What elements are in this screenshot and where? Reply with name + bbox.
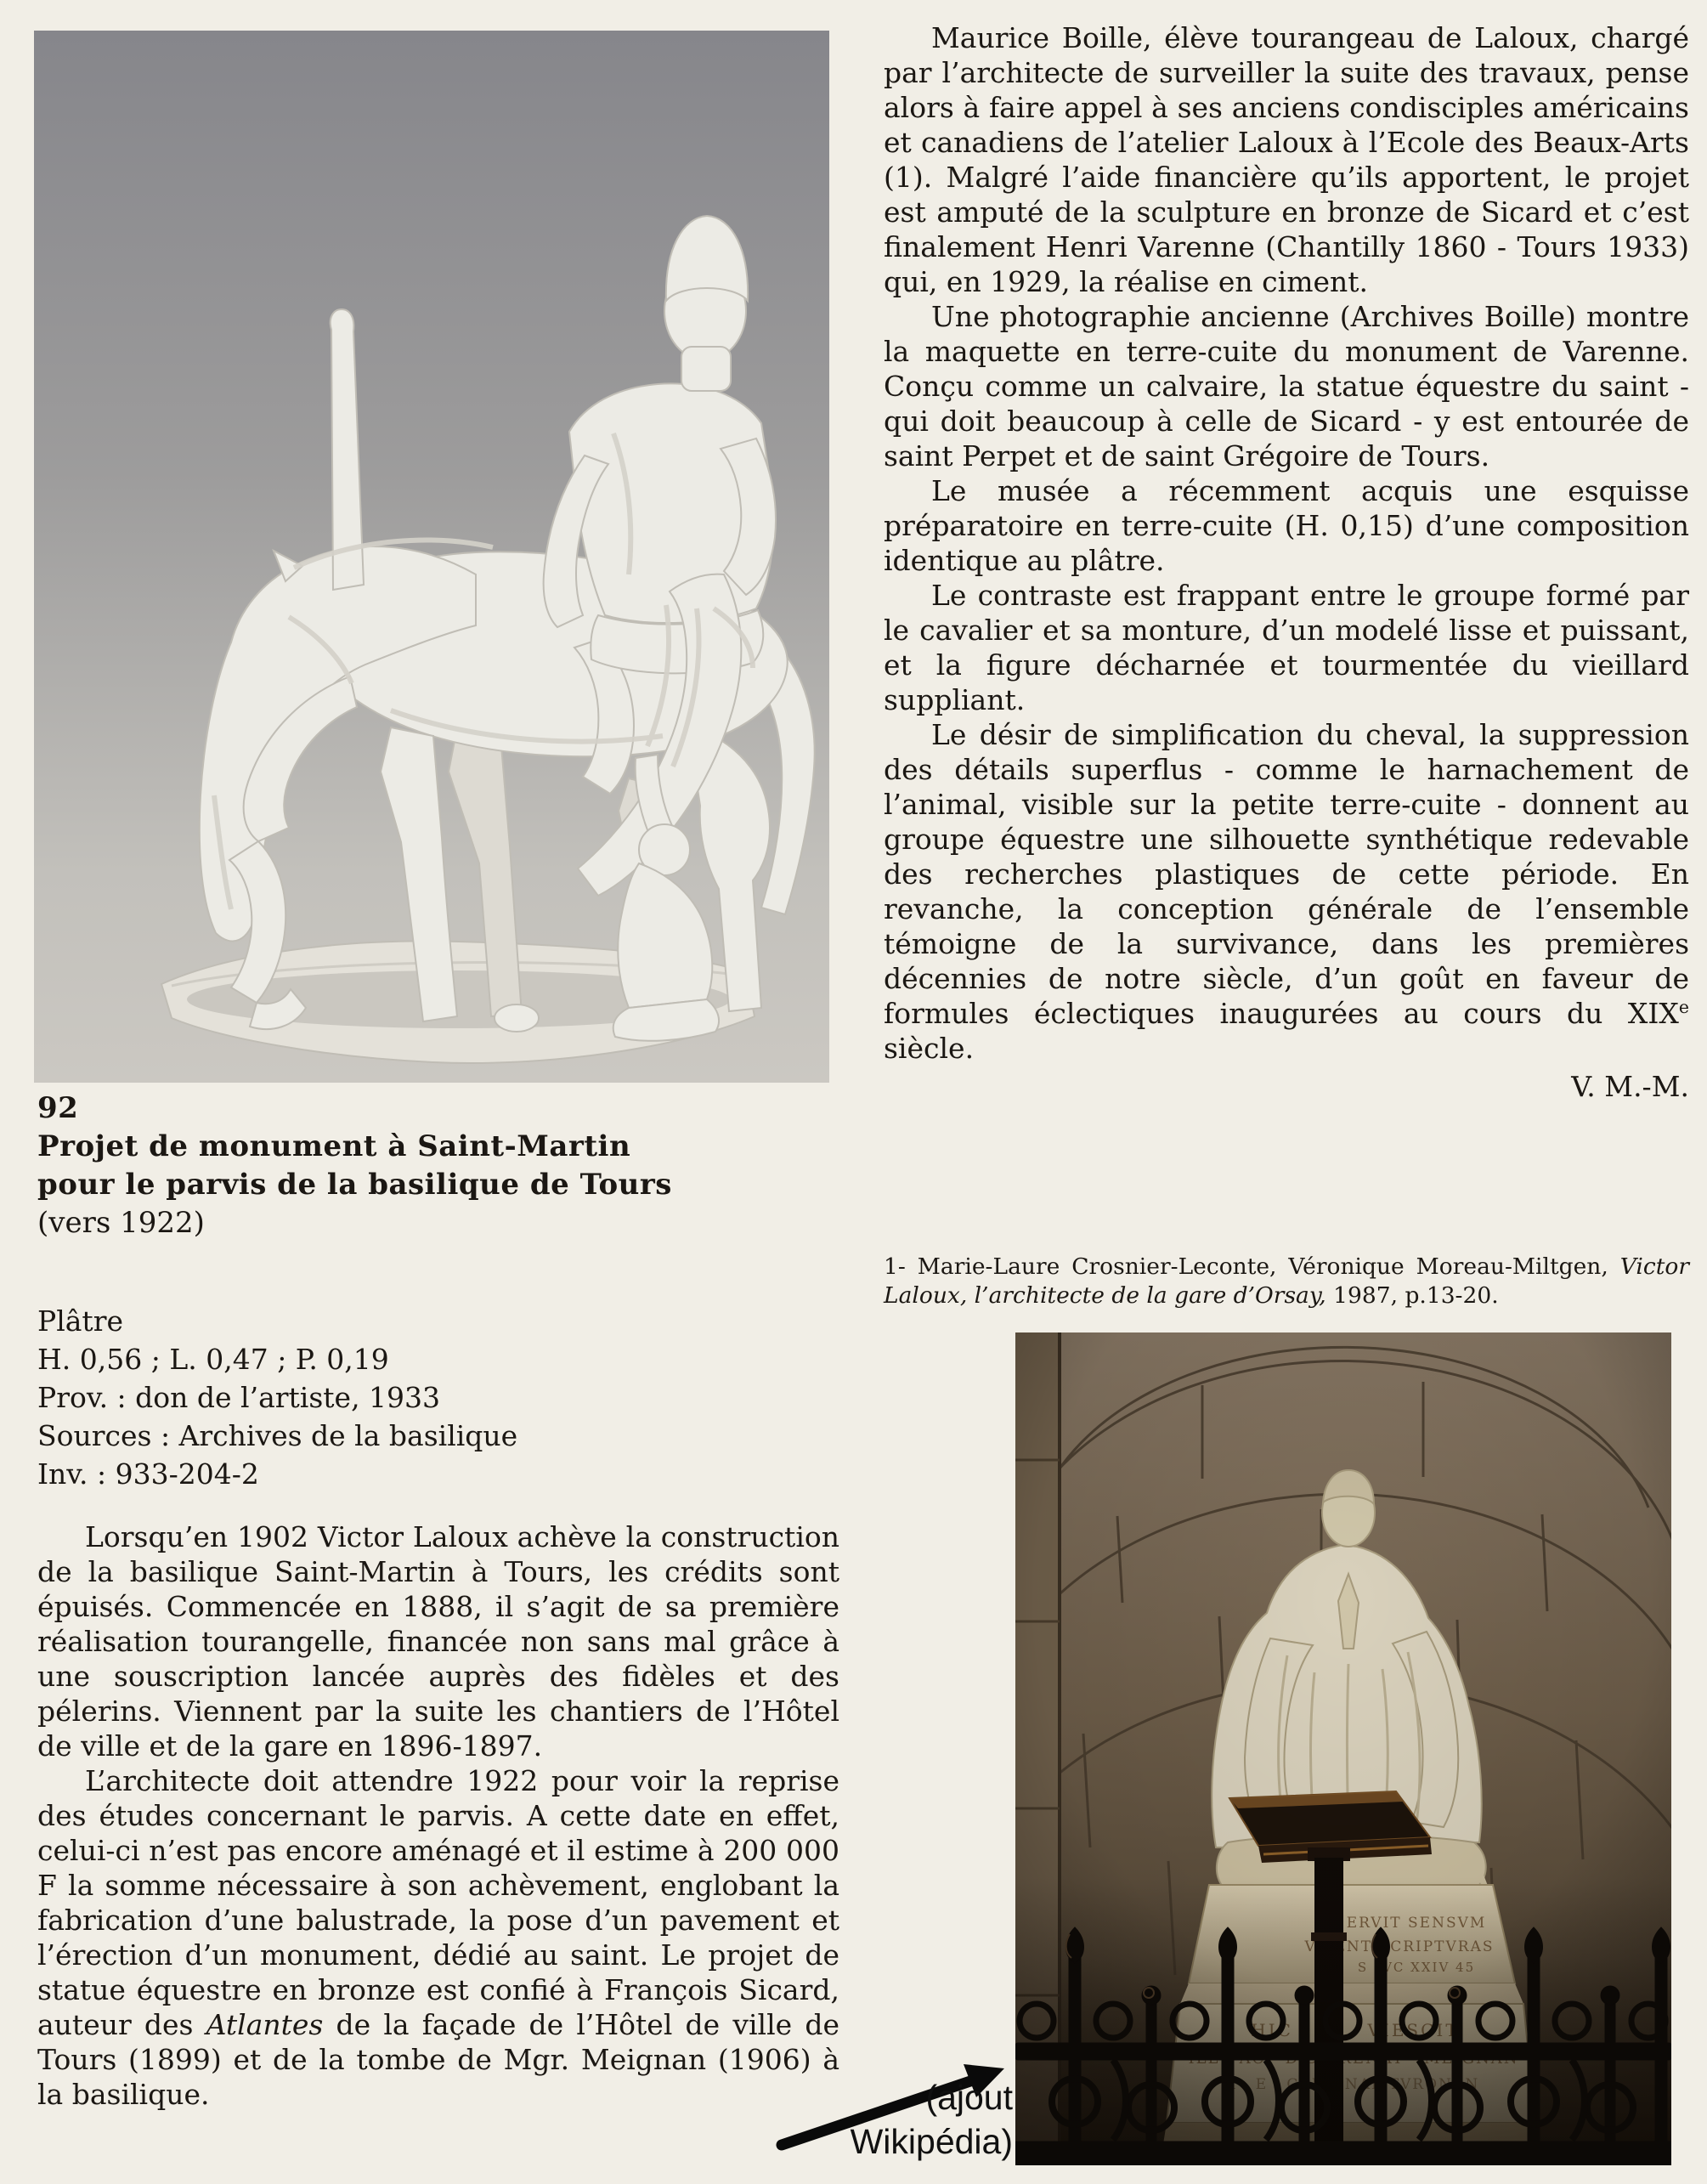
work-date: (vers 1922) xyxy=(37,1206,205,1240)
paragraph-text: siècle. xyxy=(884,1032,975,1065)
author-initials: V. M.-M. xyxy=(1571,1070,1689,1103)
fence-rail xyxy=(1015,2043,1671,2060)
footnote-text: 1- Marie-Laure Crosnier-Leconte, Véronique Moreau-Miltgen, xyxy=(884,1253,1620,1280)
paragraph: Une photographie ancienne (Archives Boille) montre la maquette en terre-cuite du monument de Varenne. Conçu comme un calvaire, la statue équestre du saint - qui doit beaucoup à celle de Sicard - y est entourée de saint Perpet et de saint Grégoire de Tours. xyxy=(884,300,1689,472)
work-title-line2: pour le parvis de la basilique de Tours xyxy=(37,1168,672,1202)
sources: Sources : Archives de la basilique xyxy=(37,1419,518,1452)
paragraph-text: de la façade de l’Hôtel de ville de Tours (1899) et de la tombe de Mgr. Meignan (1906) à la basilique. xyxy=(37,2008,839,2111)
catalog-number: 92 xyxy=(37,1091,79,1125)
dimensions: H. 0,56 ; L. 0,47 ; P. 0,19 xyxy=(37,1343,389,1376)
paragraph-text: L’architecte doit attendre 1922 pour voir la reprise des études concernant le parvis. A cette date en effet, celui-ci n’est pas encore aménagé et il estime à 200 000 F la somme nécessaire à son achèvement, englobant la fabrication d’une balustrade, la pose d’un pavement et l’érection d’un monument, dédié au saint. Le projet de statue équestre en bronze est confié à François Sicard, auteur des xyxy=(37,1764,839,2041)
left-text-column xyxy=(37,1519,839,2112)
superscript-e: e xyxy=(1678,997,1689,1017)
paragraph: Le contraste est frappant entre le groupe formé par le cavalier et sa monture, d’un modelé lisse et puissant, et la figure décharnée et tourmentée du vieillard suppliant. xyxy=(884,579,1689,716)
right-text-column xyxy=(884,20,1689,1106)
wikipedia-annotation xyxy=(787,2075,1013,2164)
provenance: Prov. : don de l’artiste, 1933 xyxy=(37,1381,441,1414)
inventory-number: Inv. : 933-204-2 xyxy=(37,1457,259,1491)
material: Plâtre xyxy=(37,1304,123,1338)
annotation-line: (ajout xyxy=(925,2078,1013,2117)
catalog-entry-caption xyxy=(37,1089,841,1242)
annotation-line: Wikipédia) xyxy=(850,2122,1013,2161)
fence-bottom-band xyxy=(1015,2142,1671,2165)
paragraph: Maurice Boille, élève tourangeau de Laloux, chargé par l’architecte de surveiller la suite des travaux, pense alors à faire appel à ses anciens condisciples américains et canadiens de l’atelier Laloux à l’Ecole des Beaux-Arts (1). Malgré l’aide financière qu’ils apportent, le projet est amputé de la sculpture en bronze de Sicard et c’est finalement Henri Varenne (Chantilly 1860 - Tours 1933) qui, en 1929, la réalise en ciment. xyxy=(884,21,1689,298)
plaster-statue-photo xyxy=(34,31,829,1083)
meignan-tomb-photo xyxy=(1015,1332,1671,2165)
footnote-italic-title: Victor Laloux, l’architecte de la gare d’Orsay, xyxy=(884,1253,1689,1309)
tomb-statue-illustration xyxy=(1015,1332,1671,2165)
paragraph xyxy=(884,717,1689,1066)
paragraph: Lorsqu’en 1902 Victor Laloux achève la construction de la basilique Saint-Martin à Tours, les crédits sont épuisés. Commencée en 1888, il s’agit de sa première réalisation tourangelle, financée non sans mal grâce à une souscription lancée auprès des fidèles et des pélerins. Viennent par la suite les chantiers de l’Hôtel de ville et de la gare en 1896-1897. xyxy=(37,1520,839,1762)
italic-work-title: Atlantes xyxy=(206,2008,324,2041)
paragraph xyxy=(37,1763,839,2112)
plaster-statue-illustration xyxy=(34,31,829,1083)
work-details xyxy=(37,1302,841,1493)
work-title-line1: Projet de monument à Saint-Martin xyxy=(37,1129,631,1163)
footnote xyxy=(884,1253,1689,1310)
paragraph: Le musée a récemment acquis une esquisse préparatoire en terre-cuite (H. 0,15) d’une composition identique au plâtre. xyxy=(884,474,1689,577)
paragraph-text: Le désir de simplification du cheval, la suppression des détails superflus - comme le harnachement de l’animal, visible sur la petite terre-cuite - donnent au groupe équestre une silhouette synthétique redevable des recherches plastiques de cette période. En revanche, la conception générale de l’ensemble témoigne de la survivance, dans les premières décennies de notre siècle, d’un goût en faveur de formules éclectiques inaugurées au cours du XIX xyxy=(884,718,1689,1030)
rider-neck xyxy=(681,347,731,391)
footnote-text: 1987, p.13-20. xyxy=(1325,1282,1499,1309)
stone-on-base xyxy=(495,1004,539,1032)
